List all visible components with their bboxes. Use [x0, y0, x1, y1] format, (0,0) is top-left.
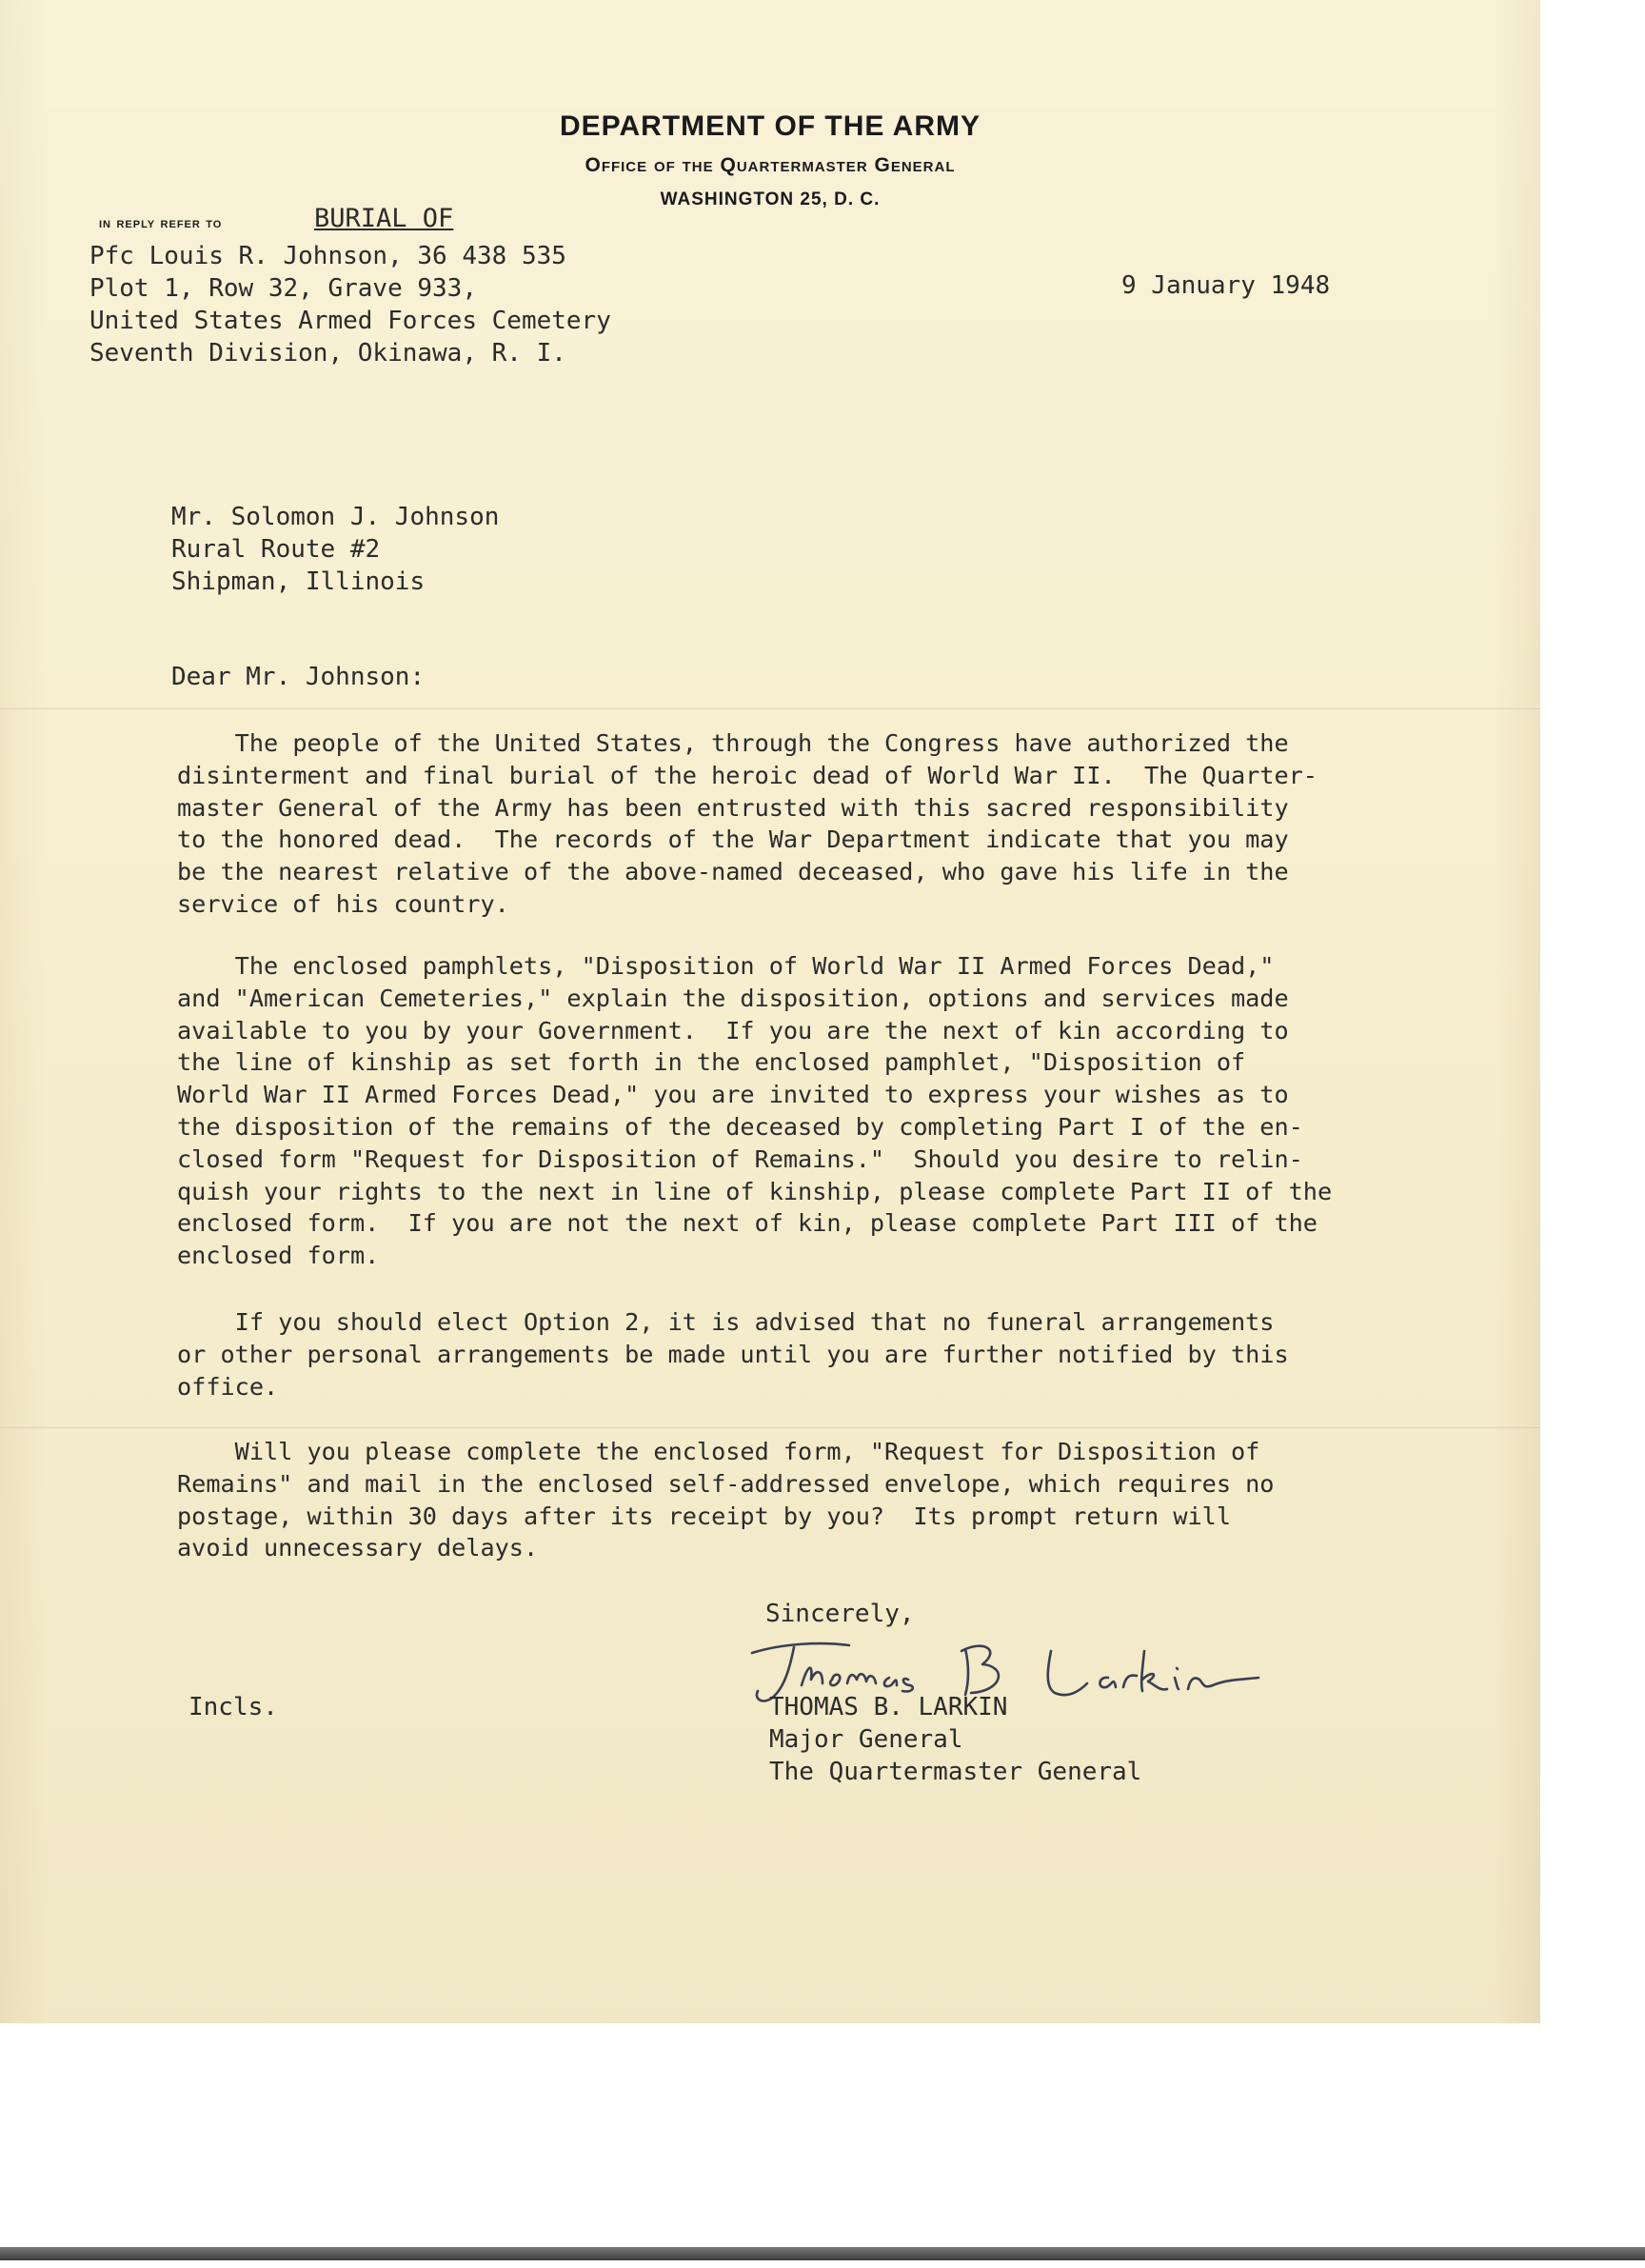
reference-block	[89, 240, 611, 369]
addressee-block	[171, 501, 499, 598]
reply-reference-subject: BURIAL OF	[314, 204, 454, 233]
reference-line: Plot 1, Row 32, Grave 933,	[89, 274, 477, 303]
signature-block	[769, 1691, 1141, 1788]
reference-line: United States Armed Forces Cemetery	[89, 307, 611, 335]
enclosures-note: Incls.	[188, 1693, 278, 1721]
closing: Sincerely,	[765, 1600, 915, 1628]
salutation: Dear Mr. Johnson:	[171, 663, 426, 691]
body-paragraph: The people of the United States, through the Congress have authorized the disinterment and final burial of the heroic dead of World War II. The Quarter- master General of the Army has been entrusted with this sacred responsibility to the honored dead. The records of the War Department indicate that you may be the nearest relative of the above-named deceased, who gave his life in the service of his country.	[177, 729, 1318, 918]
signatory-name: THOMAS B. LARKIN	[769, 1693, 1008, 1721]
reference-line: Pfc Louis R. Johnson, 36 438 535	[89, 242, 566, 270]
reply-reference-label: in reply refer to	[99, 215, 223, 231]
letterhead-department: DEPARTMENT OF THE ARMY	[560, 110, 981, 142]
letterhead-location: WASHINGTON 25, D. C.	[660, 189, 881, 209]
addressee-line: Rural Route #2	[171, 535, 381, 564]
letterhead-office: Office of the Quartermaster General	[585, 154, 956, 176]
letter-date: 9 January 1948	[1121, 271, 1331, 300]
addressee-line: Shipman, Illinois	[171, 567, 426, 596]
scanner-edge	[0, 2247, 1645, 2260]
fold-crease	[0, 1425, 1540, 1428]
signatory-title: The Quartermaster General	[769, 1758, 1142, 1786]
body-paragraph: If you should elect Option 2, it is advised that no funeral arrangements or other personal arrangements be made until you are further notified by this office.	[177, 1308, 1289, 1401]
body-paragraph: The enclosed pamphlets, "Disposition of World War II Armed Forces Dead," and "American Cemeteries," explain the disposition, options and services made available to you by your Government. If you are the next of kin according to the line of kinship as set forth in the enclosed pamphlet, "Disposition of World War II Armed Forces Dead," you are invited to express your wishes as to the disposition of the remains of the deceased by completing Part I of the en- closed form "Request for Disposition of Remains." Should you desire to relin- quish your rights to the next in line of kinship, please complete Part II of the enclosed form. If you are not the next of kin, please complete Part III of the enclosed form.	[177, 952, 1333, 1270]
addressee-line: Mr. Solomon J. Johnson	[171, 503, 500, 531]
body-paragraph: Will you please complete the enclosed form, "Request for Disposition of Remains" and mail in the enclosed self-addressed envelope, which requires no postage, within 30 days after its receipt by you? Its prompt return will avoid unnecessary delays.	[177, 1438, 1275, 1562]
signatory-rank: Major General	[769, 1725, 963, 1754]
reference-line: Seventh Division, Okinawa, R. I.	[89, 339, 566, 368]
fold-crease	[0, 706, 1540, 709]
